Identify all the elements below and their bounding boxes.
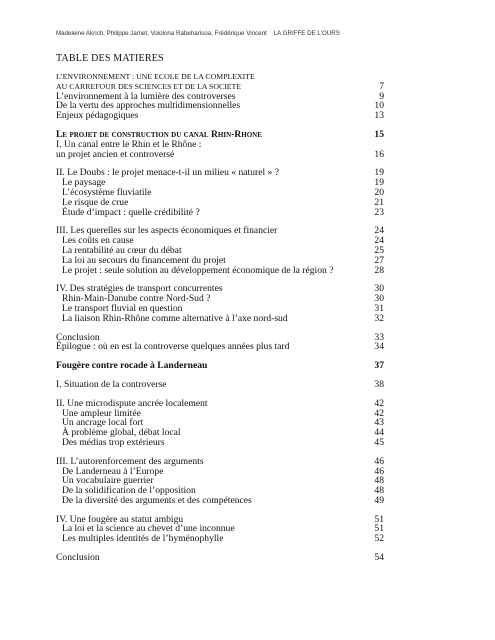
toc-page-number: 46: [374, 455, 384, 467]
header-authors: Madeleine Akrich, Philippe Jamet, Vololona Rabeharisoa, Frédérique Vincent: [56, 30, 267, 37]
toc-entry-label: III. Les querelles sur les aspects économiques et financier: [56, 225, 278, 237]
toc-entry-intro[interactable]: [56, 72, 384, 82]
toc-page-number: 30: [374, 293, 384, 305]
toc-page-number: 52: [374, 533, 384, 545]
toc-entry-label: L’environnement à la lumière des controverses: [56, 90, 236, 102]
toc-entry-label: II. Le Doubs : le projet menace-t-il un milieu « naturel » ?: [56, 167, 279, 179]
toc-subentry[interactable]: [56, 438, 384, 448]
toc-page-number: 45: [374, 436, 384, 448]
toc-page-number: 9: [379, 90, 384, 102]
toc-entry-label: Une ampleur limitée: [62, 407, 141, 419]
toc-page-number: 49: [374, 494, 384, 506]
toc-entry-label: De la solidification de l’opposition: [62, 485, 196, 497]
toc-entry-label: Conclusion: [56, 331, 100, 343]
toc-page-number: 19: [374, 167, 384, 179]
toc-entry-label: Étude d’impact : quelle crédibilité ?: [62, 206, 200, 218]
toc-entry-label: De la vertu des approches multidimensionnelles: [56, 100, 241, 112]
toc-page-number: 54: [374, 552, 384, 564]
toc-entry-label: IV. Des stratégies de transport concurrentes: [56, 283, 223, 295]
toc-page-number: 28: [374, 264, 384, 276]
toc-entry-label: Enjeux pédagogiques: [56, 110, 139, 122]
toc-entry-label: I. Situation de la controverse: [56, 378, 167, 390]
toc-entry-label: I. Un canal entre le Rhin et le Rhône :: [56, 138, 202, 150]
toc-page-number: 51: [374, 513, 384, 525]
toc-entry-label: Des médias trop extérieurs: [62, 436, 165, 448]
toc-section-cont[interactable]: [56, 150, 384, 160]
toc-entry-label: III. L’autorenforcement des arguments: [56, 455, 204, 467]
toc-page-number: 24: [374, 235, 384, 247]
toc-entry-label: La loi et la science au chevet d’une inconnue: [62, 523, 235, 535]
toc-entry-label: De Landerneau à l’Europe: [62, 465, 164, 477]
toc-page-number: 32: [374, 312, 384, 324]
toc-page-number: 23: [374, 206, 384, 218]
toc-entry-label: Le paysage: [62, 177, 106, 189]
toc-entry-label: Épilogue : où en est la controverse quelques années plus tard: [56, 341, 290, 353]
toc-entry-label: L’ENVIRONNEMENT : UNE ECOLE DE LA COMPLEXITE: [56, 72, 255, 81]
toc-page-number: 42: [374, 407, 384, 419]
toc-entry-label: Conclusion: [56, 552, 100, 564]
toc-section[interactable]: [56, 380, 384, 390]
toc-page-number: 46: [374, 465, 384, 477]
toc-page-number: 48: [374, 475, 384, 487]
toc-entry-label: Le risque de crue: [62, 196, 129, 208]
toc-page-number: 34: [374, 341, 384, 353]
toc-page-number: 24: [374, 225, 384, 237]
toc-section[interactable]: [56, 342, 384, 352]
toc-entry-label: Rhin-Main-Danube contre Nord-Sud ?: [62, 293, 211, 305]
toc-subentry[interactable]: [56, 534, 384, 544]
toc-page-number: 43: [374, 417, 384, 429]
toc-entry-label: un projet ancien et controversé: [56, 148, 175, 160]
toc-page-number: 16: [374, 148, 384, 160]
toc-subentry[interactable]: [56, 266, 384, 276]
table-of-contents: [56, 72, 384, 563]
toc-page-number: 21: [374, 196, 384, 208]
toc-page-number: 42: [374, 397, 384, 409]
toc-entry-label: La rentabilité au cœur du débat: [62, 244, 182, 256]
toc-entry-label: Un vocabulaire guerrier: [62, 475, 154, 487]
toc-part-heading[interactable]: [56, 361, 384, 371]
toc-entry-label: Le projet : seule solution au développement économique de la région ?: [62, 264, 334, 276]
toc-entry-label: La liaison Rhin-Rhône comme alternative à l’axe nord-sud: [62, 312, 288, 324]
toc-entry-label: II. Une microdispute ancrée localement: [56, 397, 208, 409]
toc-page-number: 33: [374, 331, 384, 343]
running-header: [56, 30, 451, 37]
toc-section[interactable]: [56, 553, 384, 563]
toc-page-number: 10: [374, 100, 384, 112]
toc-subentry[interactable]: [56, 314, 384, 324]
toc-entry[interactable]: [56, 111, 384, 121]
toc-page-number: 20: [374, 186, 384, 198]
toc-entry-label: L’écosystème fluviatile: [62, 186, 152, 198]
part-title: Fougère contre rocade à Landerneau: [56, 360, 208, 372]
toc-entry-label: À problème global, débat local: [62, 427, 181, 439]
toc-entry-label: De la diversité des arguments et des compétences: [62, 494, 252, 506]
toc-page-number: 7: [379, 80, 384, 92]
header-book-title: LA GRIFFE DE L'OURS: [273, 30, 340, 37]
toc-page-number: 38: [374, 378, 384, 390]
toc-page-number: 48: [374, 485, 384, 497]
toc-page-number: 15: [374, 128, 384, 140]
toc-page-number: 51: [374, 523, 384, 535]
toc-section[interactable]: [56, 168, 384, 178]
toc-page-number: 13: [374, 110, 384, 122]
toc-entry-label: Les multiples identités de l’hyménophylle: [62, 533, 224, 545]
toc-title: TABLE DES MATIERES: [56, 53, 164, 64]
toc-entry-label: IV. Une fougère au statut ambigu: [56, 513, 184, 525]
toc-page-number: 27: [374, 254, 384, 266]
toc-entry-label: Les coûts en cause: [62, 235, 134, 247]
toc-page-number: 44: [374, 427, 384, 439]
toc-entry-label: La loi au secours du financement du projet: [62, 254, 226, 266]
toc-entry-label: Le transport fluvial en question: [62, 302, 183, 314]
part-title: Le projet de construction du canal Rhin-Rhone: [56, 128, 262, 140]
toc-entry-label: Un ancrage local fort: [62, 417, 144, 429]
toc-page-number: 25: [374, 244, 384, 256]
toc-page-number: 37: [374, 360, 384, 372]
toc-subentry[interactable]: [56, 208, 384, 218]
toc-entry-label: AU CARREFOUR DES SCIENCES ET DE LA SOCIETE: [56, 81, 242, 91]
toc-page-number: 31: [374, 302, 384, 314]
toc-subentry[interactable]: [56, 496, 384, 506]
toc-page-number: 19: [374, 177, 384, 189]
toc-page-number: 30: [374, 283, 384, 295]
